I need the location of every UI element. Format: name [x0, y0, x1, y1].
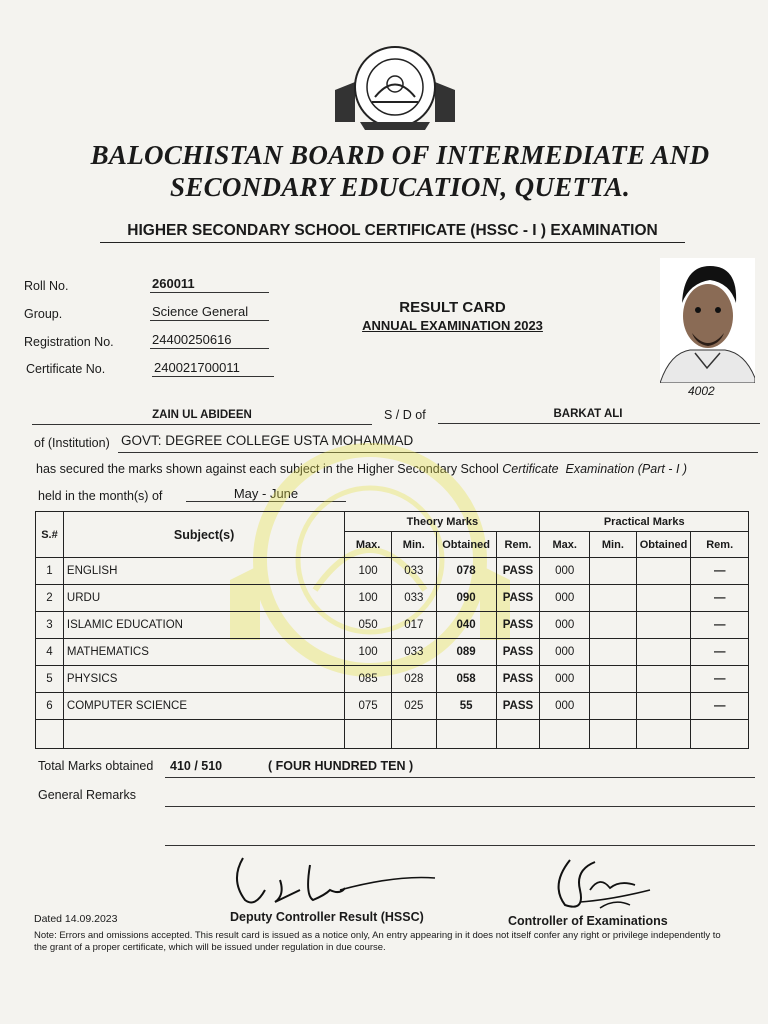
- held-months-label: held in the month(s) of: [38, 489, 163, 503]
- photo-number: 4002: [688, 384, 715, 398]
- theory-max-header: Max.: [345, 532, 392, 558]
- table-row: 5 PHYSICS 085 028 058 PASS 000 —: [36, 666, 749, 693]
- practical-min-header: Min.: [590, 532, 637, 558]
- practical-max-header: Max.: [540, 532, 590, 558]
- group-value: Science General: [150, 304, 269, 321]
- theory-rem-header: Rem.: [496, 532, 540, 558]
- result-card-heading: RESULT CARD: [399, 299, 506, 316]
- practical-marks-header: Practical Marks: [540, 512, 749, 532]
- roll-label: Roll No.: [24, 279, 69, 293]
- dated-text: Dated 14.09.2023: [34, 913, 118, 925]
- registration-label: Registration No.: [24, 335, 114, 349]
- theory-obtained-header: Obtained: [436, 532, 496, 558]
- total-marks-label: Total Marks obtained: [38, 759, 154, 773]
- student-photo: [660, 258, 755, 383]
- board-title-line1: BALOCHISTAN BOARD OF INTERMEDIATE AND: [90, 140, 710, 170]
- table-row: 1 ENGLISH 100 033 078 PASS 000 —: [36, 558, 749, 585]
- institution-value: GOVT: DEGREE COLLEGE USTA MOHAMMAD: [121, 433, 414, 448]
- practical-obtained-header: Obtained: [636, 532, 691, 558]
- controller-title: Controller of Examinations: [508, 914, 668, 928]
- practical-rem-header: Rem.: [691, 532, 749, 558]
- controller-signature: [540, 850, 670, 920]
- general-remarks-label: General Remarks: [38, 788, 136, 802]
- deputy-controller-title: Deputy Controller Result (HSSC): [230, 910, 424, 924]
- board-title-line2: SECONDARY EDUCATION, QUETTA.: [170, 172, 630, 202]
- exam-subtitle: HIGHER SECONDARY SCHOOL CERTIFICATE (HSSC - I ) EXAMINATION: [100, 222, 685, 243]
- theory-marks-header: Theory Marks: [345, 512, 540, 532]
- relation-label: S / D of: [384, 408, 426, 422]
- total-marks-value: 410 / 510: [170, 759, 223, 773]
- board-seal-logo: [330, 42, 460, 132]
- total-marks-words: ( FOUR HUNDRED TEN ): [268, 759, 414, 773]
- held-months-value: May - June: [186, 486, 346, 502]
- annual-exam-heading: ANNUAL EXAMINATION 2023: [362, 318, 543, 333]
- disclaimer-note: Note: Errors and omissions accepted. This result card is issued as a notice only, An entry appearing in it does not itself confer any right or privilege independently to the grant of a proper certificate, which will be issued under regulation in due course.: [34, 930, 721, 953]
- theory-min-header: Min.: [391, 532, 436, 558]
- student-name: ZAIN UL ABIDEEN: [152, 409, 252, 421]
- certificate-label: Certificate No.: [26, 362, 106, 376]
- institution-label: of (Institution): [34, 436, 110, 450]
- certificate-value: 240021700011: [152, 360, 274, 377]
- marks-table: [35, 511, 749, 749]
- col-sno-header: S.#: [36, 512, 64, 558]
- table-row: 6 COMPUTER SCIENCE 075 025 55 PASS 000 —: [36, 693, 749, 720]
- table-row: 2 URDU 100 033 090 PASS 000 —: [36, 585, 749, 612]
- secured-marks-statement: has secured the marks shown against each subject in the Higher Secondary School Certificate Examination (Part - I ): [36, 462, 688, 476]
- col-subject-header: Subject(s): [63, 512, 344, 558]
- table-row-empty: [36, 720, 749, 749]
- table-row: 3 ISLAMIC EDUCATION 050 017 040 PASS 000 —: [36, 612, 749, 639]
- roll-value: 260011: [150, 276, 269, 293]
- father-name: BARKAT ALI: [553, 408, 623, 420]
- group-label: Group.: [24, 307, 63, 321]
- registration-value: 24400250616: [150, 332, 269, 349]
- table-row: 4 MATHEMATICS 100 033 089 PASS 000 —: [36, 639, 749, 666]
